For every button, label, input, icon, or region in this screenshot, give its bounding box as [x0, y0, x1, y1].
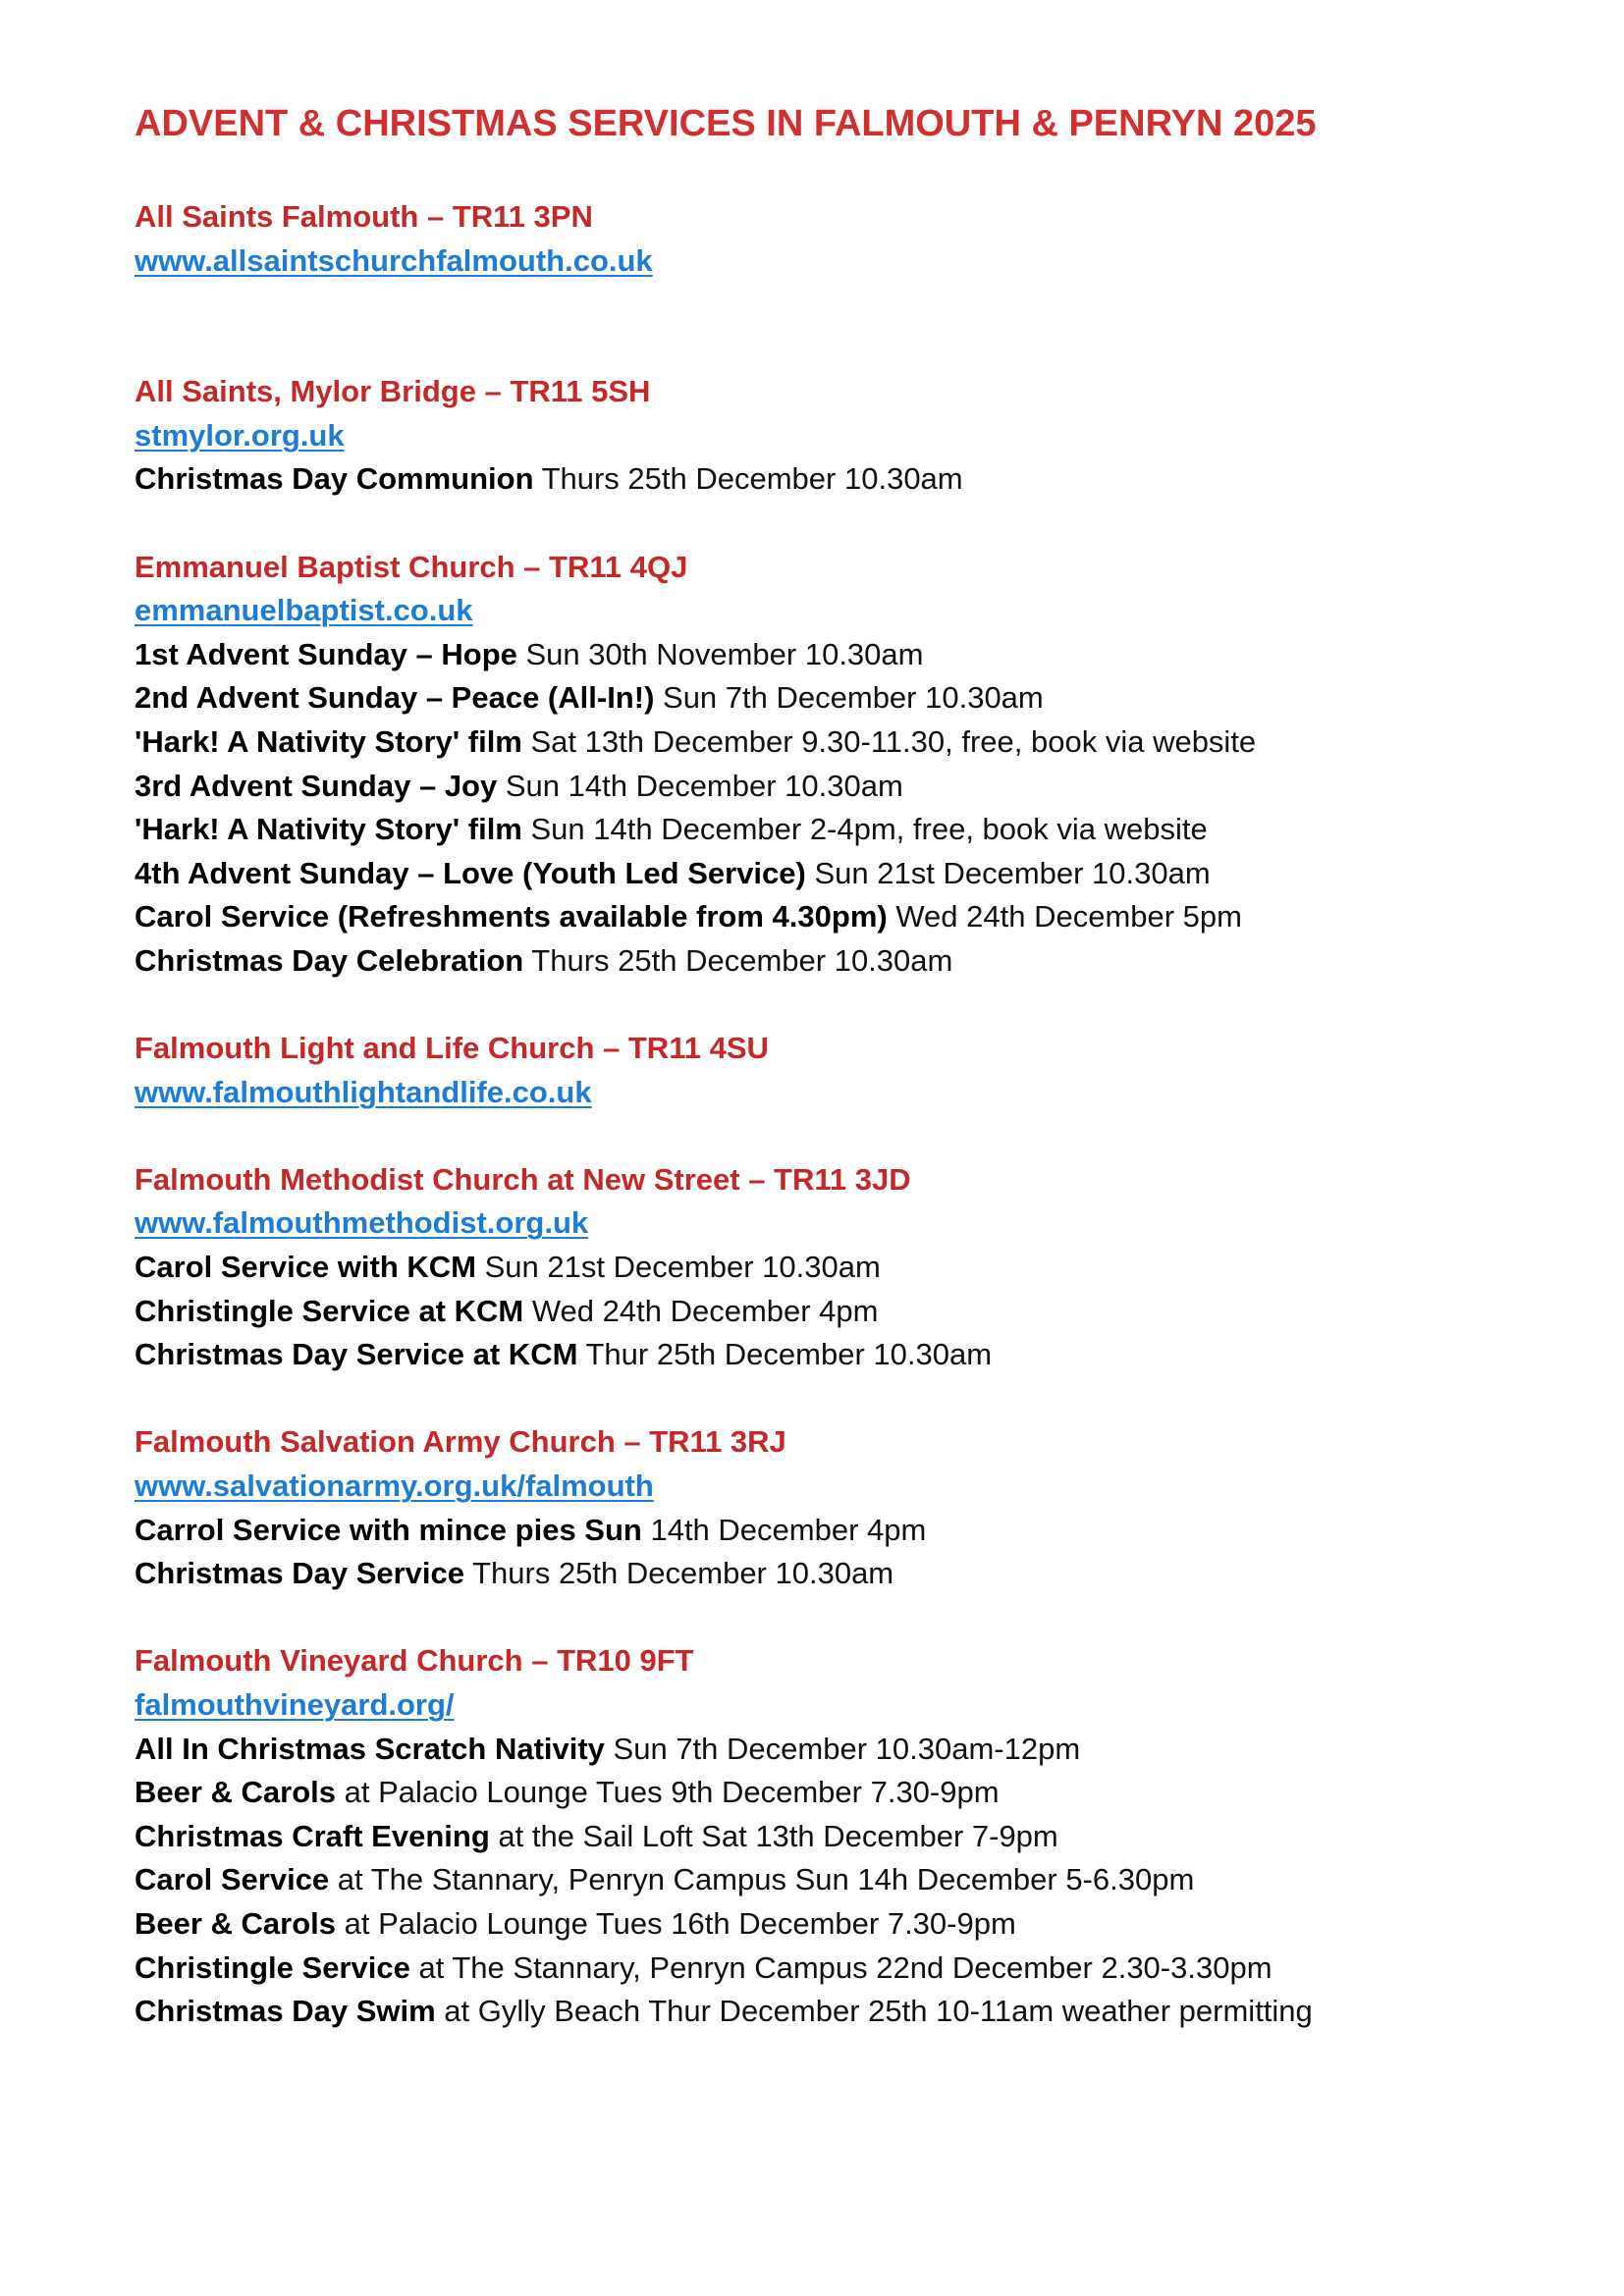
service-line	[135, 851, 1509, 895]
service-line	[135, 1332, 1509, 1376]
church-name: Emmanuel Baptist Church – TR11 4QJ	[135, 549, 688, 584]
church-name: Falmouth Methodist Church at New Street – TR11 3JD	[135, 1161, 911, 1197]
service-name: Christmas Day Service at KCM	[135, 1337, 578, 1372]
service-name: Beer & Carols	[135, 1905, 337, 1941]
church-name: Falmouth Light and Life Church – TR11 4SU	[135, 1031, 769, 1066]
service-detail: Sat 13th December 9.30-11.30, free, book via website	[521, 723, 1257, 759]
section-spacer	[135, 1595, 1509, 1639]
service-name: Christmas Day Communion	[135, 461, 534, 497]
service-name: Christmas Day Celebration	[135, 942, 524, 978]
service-name: 4th Advent Sunday – Love (Youth Led Service)	[135, 855, 806, 890]
church-section	[135, 194, 1509, 282]
service-line	[135, 1814, 1509, 1858]
church-website-link[interactable]: www.falmouthmethodist.org.uk	[135, 1205, 589, 1241]
service-name: 3rd Advent Sunday – Joy	[135, 768, 498, 803]
service-name: Christmas Craft Evening	[135, 1818, 490, 1853]
service-detail: at The Stannary, Penryn Campus Sun 14h December 5-6.30pm	[329, 1862, 1195, 1897]
service-detail: Sun 21st December 10.30am	[475, 1250, 881, 1285]
section-spacer	[135, 1113, 1509, 1157]
church-name: Falmouth Salvation Army Church – TR11 3RJ	[135, 1424, 786, 1460]
service-detail: at The Stannary, Penryn Campus 22nd December 2.30-3.30pm	[409, 1949, 1272, 1985]
service-line	[135, 1289, 1509, 1333]
service-detail: Sun 14th December 10.30am	[497, 768, 903, 803]
service-line	[135, 764, 1509, 808]
church-name: Falmouth Vineyard Church – TR10 9FT	[135, 1643, 694, 1679]
service-detail: at the Sail Loft Sat 13th December 7-9pm	[489, 1818, 1058, 1853]
section-spacer	[135, 1376, 1509, 1420]
church-name: All Saints Falmouth – TR11 3PN	[135, 199, 593, 234]
service-detail: 14th December 4pm	[641, 1512, 927, 1547]
service-name: 1st Advent Sunday – Hope	[135, 636, 517, 671]
service-line	[135, 1727, 1509, 1771]
service-detail: Thurs 25th December 10.30am	[523, 942, 953, 978]
section-spacer	[135, 501, 1509, 545]
church-section	[135, 1157, 1509, 1376]
service-line	[135, 1551, 1509, 1595]
service-line	[135, 1901, 1509, 1946]
service-name: 'Hark! A Nativity Story' film	[135, 812, 522, 847]
church-section	[135, 369, 1509, 501]
service-name: 2nd Advent Sunday – Peace (All-In!)	[135, 680, 655, 716]
service-line	[135, 1770, 1509, 1814]
service-detail: Thurs 25th December 10.30am	[464, 1556, 894, 1591]
service-name: All In Christmas Scratch Nativity	[135, 1731, 605, 1766]
service-detail: Wed 24th December 5pm	[887, 899, 1242, 934]
service-line	[135, 1857, 1509, 1901]
service-line	[135, 894, 1509, 938]
service-detail: Sun 30th November 10.30am	[516, 636, 924, 671]
service-line	[135, 1245, 1509, 1289]
service-line	[135, 456, 1509, 501]
church-section	[135, 1419, 1509, 1594]
church-website-link[interactable]: www.allsaintschurchfalmouth.co.uk	[135, 242, 653, 278]
service-name: Carol Service	[135, 1862, 330, 1897]
church-list	[135, 194, 1509, 2033]
church-website-link[interactable]: stmylor.org.uk	[135, 417, 345, 453]
church-name: All Saints, Mylor Bridge – TR11 5SH	[135, 374, 651, 409]
service-name: Carol Service with KCM	[135, 1250, 476, 1285]
service-detail: at Palacio Lounge Tues 9th December 7.30-9pm	[336, 1775, 1000, 1810]
service-name: Christmas Day Service	[135, 1556, 465, 1591]
service-name: Christingle Service at KCM	[135, 1293, 524, 1328]
service-name: Carol Service (Refreshments available from 4.30pm)	[135, 899, 888, 934]
service-line	[135, 807, 1509, 851]
service-name: Christingle Service	[135, 1949, 410, 1985]
service-name: Christmas Day Swim	[135, 1994, 436, 2029]
service-name: Beer & Carols	[135, 1775, 337, 1810]
service-line	[135, 1946, 1509, 1990]
service-line	[135, 632, 1509, 676]
service-detail: Sun 7th December 10.30am	[654, 680, 1044, 716]
church-website-link[interactable]: emmanuelbaptist.co.uk	[135, 593, 473, 628]
service-detail: Sun 14th December 2-4pm, free, book via website	[521, 812, 1208, 847]
church-website-link[interactable]: www.falmouthlightandlife.co.uk	[135, 1074, 592, 1109]
service-detail: Sun 7th December 10.30am-12pm	[604, 1731, 1081, 1766]
service-name: 'Hark! A Nativity Story' film	[135, 723, 522, 759]
service-name: Carrol Service with mince pies Sun	[135, 1512, 642, 1547]
church-section	[135, 545, 1509, 983]
service-detail: Thur 25th December 10.30am	[577, 1337, 993, 1372]
service-line	[135, 938, 1509, 983]
service-detail: at Gylly Beach Thur December 25th 10-11am weather permitting	[435, 1994, 1313, 2029]
church-website-link[interactable]: falmouthvineyard.org/	[135, 1687, 455, 1722]
page-title: ADVENT & CHRISTMAS SERVICES IN FALMOUTH & PENRYN 2025	[135, 103, 1317, 144]
church-website-link[interactable]: www.salvationarmy.org.uk/falmouth	[135, 1468, 654, 1504]
service-detail: Sun 21st December 10.30am	[805, 855, 1211, 890]
service-line	[135, 720, 1509, 764]
section-spacer	[135, 983, 1509, 1027]
church-section	[135, 1638, 1509, 2032]
service-detail: Wed 24th December 4pm	[523, 1293, 879, 1328]
document-page	[135, 98, 1509, 2033]
service-detail: at Palacio Lounge Tues 16th December 7.30-9pm	[336, 1905, 1016, 1941]
service-detail: Thurs 25th December 10.30am	[533, 461, 963, 497]
service-line	[135, 1989, 1509, 2033]
church-section	[135, 1026, 1509, 1113]
service-line	[135, 1508, 1509, 1552]
section-spacer	[135, 282, 1509, 369]
service-line	[135, 675, 1509, 720]
